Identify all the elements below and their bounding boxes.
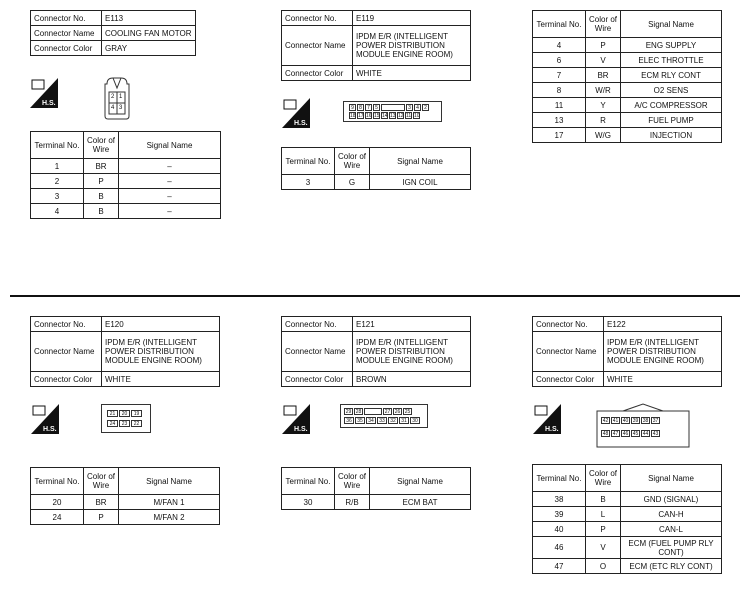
connector-info-e122 — [532, 316, 722, 387]
signal-name: ECM BAT — [370, 495, 471, 510]
wire-color: P — [586, 522, 621, 537]
signal-name: – — [119, 159, 221, 174]
cavity: 2 — [422, 104, 429, 111]
header-terminal-no: Terminal No. — [533, 11, 586, 38]
terminal-no: 47 — [533, 559, 586, 574]
signal-name: FUEL PUMP — [621, 113, 722, 128]
cavity: 39 — [632, 418, 639, 424]
signal-name: CAN-L — [621, 522, 722, 537]
label-connector-name: Connector Name — [282, 332, 353, 372]
hs-icon — [30, 78, 58, 108]
terminal-table-e119-continued — [532, 10, 722, 143]
header-wire-color: Color of Wire — [586, 11, 621, 38]
header-signal-name: Signal Name — [119, 132, 221, 159]
terminal-no: 20 — [31, 495, 84, 510]
connector-name-value: IPDM E/R (INTELLIGENT POWER DISTRIBUTION MODULE ENGINE ROOM) — [604, 332, 722, 372]
table-row — [31, 174, 221, 189]
cavity: 29 — [345, 409, 352, 415]
wire-color: P — [586, 38, 621, 53]
connector-color-value: BROWN — [353, 372, 471, 387]
cavity: 43 — [652, 431, 659, 437]
table-row — [31, 159, 221, 174]
label-connector-no: Connector No. — [31, 317, 102, 332]
connector-name-value: IPDM E/R (INTELLIGENT POWER DISTRIBUTION MODULE ENGINE ROOM) — [353, 332, 471, 372]
table-row — [282, 495, 471, 510]
connector-color-value: WHITE — [353, 66, 471, 81]
terminal-no: 4 — [533, 38, 586, 53]
table-row — [533, 522, 722, 537]
connector-color-value: WHITE — [604, 372, 722, 387]
wire-color: B — [84, 204, 119, 219]
cavity: 42 — [602, 418, 609, 424]
cavity: 8 — [357, 104, 364, 111]
wire-color: O — [586, 559, 621, 574]
wire-color: BR — [84, 495, 119, 510]
cavity: 1 — [119, 94, 123, 100]
cavity: 44 — [642, 431, 649, 437]
cavity: 12 — [398, 113, 404, 119]
signal-name: ELEC THROTTLE — [621, 53, 722, 68]
connector-no-value: E121 — [353, 317, 471, 332]
cavity: 7 — [365, 104, 372, 111]
signal-name: INJECTION — [621, 128, 722, 143]
table-row — [31, 189, 221, 204]
table-row — [533, 507, 722, 522]
cavity: 47 — [612, 431, 619, 437]
terminal-no: 24 — [31, 510, 84, 525]
connector-name-value: COOLING FAN MOTOR — [102, 26, 196, 41]
signal-name: IGN COIL — [370, 175, 471, 190]
cavity: 41 — [612, 418, 619, 424]
header-terminal-no: Terminal No. — [282, 148, 335, 175]
terminal-table-e113 — [30, 131, 221, 219]
cavity: 38 — [642, 418, 649, 424]
wire-color: W/R — [586, 83, 621, 98]
cavity: 30 — [410, 417, 420, 424]
wire-color: B — [84, 189, 119, 204]
cavity: 33 — [377, 417, 387, 424]
cavity: 35 — [355, 417, 365, 424]
cavity: 3 — [119, 105, 123, 111]
table-row — [533, 559, 722, 574]
label-connector-color: Connector Color — [282, 66, 353, 81]
signal-name: ECM (ETC RLY CONT) — [621, 559, 722, 574]
table-row — [533, 128, 722, 143]
cavity: 31 — [399, 417, 409, 424]
cavity: 25 — [404, 409, 411, 415]
signal-name: – — [119, 174, 221, 189]
label-connector-color: Connector Color — [31, 41, 102, 56]
cavity: 9 — [349, 104, 356, 111]
cavity: 48 — [602, 431, 609, 437]
signal-name: GND (SIGNAL) — [621, 492, 722, 507]
cavity: 23 — [119, 420, 130, 427]
header-wire-color: Color of Wire — [335, 148, 370, 175]
signal-name: M/FAN 1 — [119, 495, 220, 510]
cavity: 27 — [384, 409, 391, 415]
wire-color: L — [586, 507, 621, 522]
label-connector-no: Connector No. — [533, 317, 604, 332]
terminal-no: 4 — [31, 204, 84, 219]
label-connector-color: Connector Color — [533, 372, 604, 387]
wire-color: V — [586, 53, 621, 68]
header-wire-color: Color of Wire — [84, 468, 119, 495]
connector-face-e121 — [340, 404, 428, 428]
header-wire-color: Color of Wire — [335, 468, 370, 495]
terminal-no: 40 — [533, 522, 586, 537]
header-terminal-no: Terminal No. — [31, 468, 84, 495]
cavity: 14 — [382, 113, 388, 119]
table-row — [31, 510, 220, 525]
connector-face-e122 — [593, 403, 693, 449]
connector-no-value: E119 — [353, 11, 471, 26]
hs-label: H.S. — [294, 120, 308, 127]
signal-name: A/C COMPRESSOR — [621, 98, 722, 113]
label-connector-name: Connector Name — [31, 26, 102, 41]
hs-label: H.S. — [42, 100, 56, 107]
cavity: 36 — [344, 417, 354, 424]
signal-name: O2 SENS — [621, 83, 722, 98]
cavity — [381, 104, 405, 111]
cavity: 32 — [388, 417, 398, 424]
hs-icon — [31, 404, 59, 434]
table-row — [31, 495, 220, 510]
cavity: 18 — [350, 113, 356, 119]
header-wire-color: Color of Wire — [586, 465, 621, 492]
hs-icon — [282, 98, 310, 128]
cavity: 15 — [374, 113, 380, 119]
connector-no-value: E113 — [102, 11, 196, 26]
terminal-table-e122 — [532, 464, 722, 574]
cavity: 2 — [111, 94, 115, 100]
label-connector-name: Connector Name — [533, 332, 604, 372]
cavity: 21 — [107, 410, 118, 417]
cavity: 19 — [131, 410, 142, 417]
cavity: 20 — [119, 410, 130, 417]
header-wire-color: Color of Wire — [84, 132, 119, 159]
connector-info-e120 — [30, 316, 220, 387]
hs-icon — [282, 404, 310, 434]
cavity: 37 — [652, 418, 659, 424]
hs-label: H.S. — [545, 426, 559, 433]
cavity: 4 — [111, 105, 115, 111]
header-terminal-no: Terminal No. — [31, 132, 84, 159]
label-connector-name: Connector Name — [31, 332, 102, 372]
terminal-no: 7 — [533, 68, 586, 83]
header-signal-name: Signal Name — [370, 148, 471, 175]
cavity: 17 — [358, 113, 364, 119]
signal-name: – — [119, 204, 221, 219]
cavity: 3 — [406, 104, 413, 111]
terminal-no: 1 — [31, 159, 84, 174]
cavity: 45 — [632, 431, 639, 437]
label-connector-color: Connector Color — [31, 372, 102, 387]
terminal-no: 3 — [31, 189, 84, 204]
terminal-no: 3 — [282, 175, 335, 190]
cavity: 28 — [355, 409, 362, 415]
connector-info-e119 — [281, 10, 471, 81]
wire-color: BR — [84, 159, 119, 174]
header-terminal-no: Terminal No. — [282, 468, 335, 495]
cavity: 24 — [107, 420, 118, 427]
cavity: 22 — [131, 420, 142, 427]
connector-name-value: IPDM E/R (INTELLIGENT POWER DISTRIBUTION MODULE ENGINE ROOM) — [353, 26, 471, 66]
terminal-no: 11 — [533, 98, 586, 113]
wire-color: B — [586, 492, 621, 507]
table-row — [282, 175, 471, 190]
terminal-no: 13 — [533, 113, 586, 128]
label-connector-color: Connector Color — [282, 372, 353, 387]
table-row — [533, 113, 722, 128]
wire-color: P — [84, 510, 119, 525]
table-row — [533, 53, 722, 68]
wire-color: Y — [586, 98, 621, 113]
terminal-no: 46 — [533, 537, 586, 559]
label-connector-no: Connector No. — [282, 11, 353, 26]
cavity: 34 — [366, 417, 376, 424]
wire-color: R — [586, 113, 621, 128]
terminal-no: 8 — [533, 83, 586, 98]
table-row — [533, 38, 722, 53]
connector-color-value: WHITE — [102, 372, 220, 387]
terminal-table-e120 — [30, 467, 220, 525]
table-row — [533, 98, 722, 113]
connector-no-value: E120 — [102, 317, 220, 332]
terminal-no: 17 — [533, 128, 586, 143]
connector-name-value: IPDM E/R (INTELLIGENT POWER DISTRIBUTION MODULE ENGINE ROOM) — [102, 332, 220, 372]
signal-name: M/FAN 2 — [119, 510, 220, 525]
connector-color-value: GRAY — [102, 41, 196, 56]
connector-face-e113 — [102, 76, 132, 125]
header-terminal-no: Terminal No. — [533, 465, 586, 492]
label-connector-no: Connector No. — [31, 11, 102, 26]
table-row — [533, 68, 722, 83]
terminal-no: 6 — [533, 53, 586, 68]
signal-name: ENG SUPPLY — [621, 38, 722, 53]
connector-face-e119 — [343, 101, 442, 122]
terminal-table-e121 — [281, 467, 471, 510]
hs-label: H.S. — [43, 426, 57, 433]
wire-color: P — [84, 174, 119, 189]
label-connector-no: Connector No. — [282, 317, 353, 332]
label-connector-name: Connector Name — [282, 26, 353, 66]
cavity: 46 — [622, 431, 629, 437]
cavity: 11 — [406, 113, 412, 119]
terminal-no: 2 — [31, 174, 84, 189]
header-signal-name: Signal Name — [621, 465, 722, 492]
header-signal-name: Signal Name — [370, 468, 471, 495]
wire-color: V — [586, 537, 621, 559]
cavity: 26 — [394, 409, 401, 415]
cavity: 5 — [373, 104, 380, 111]
connector-info-e113 — [30, 10, 196, 56]
terminal-table-e119 — [281, 147, 471, 190]
header-signal-name: Signal Name — [119, 468, 220, 495]
cavity: 10 — [414, 113, 420, 119]
table-row — [533, 492, 722, 507]
cavity — [364, 408, 382, 415]
wire-color: G — [335, 175, 370, 190]
header-signal-name: Signal Name — [621, 11, 722, 38]
cavity: 16 — [366, 113, 372, 119]
signal-name: – — [119, 189, 221, 204]
connector-no-value: E122 — [604, 317, 722, 332]
wire-color: R/B — [335, 495, 370, 510]
signal-name: CAN-H — [621, 507, 722, 522]
wire-color: BR — [586, 68, 621, 83]
terminal-no: 39 — [533, 507, 586, 522]
signal-name: ECM RLY CONT — [621, 68, 722, 83]
table-row — [533, 537, 722, 559]
terminal-no: 38 — [533, 492, 586, 507]
table-row — [31, 204, 221, 219]
hs-icon — [533, 404, 561, 434]
table-row — [533, 83, 722, 98]
wire-color: W/G — [586, 128, 621, 143]
cavity: 40 — [622, 418, 629, 424]
hs-label: H.S. — [294, 426, 308, 433]
cavity: 4 — [414, 104, 421, 111]
signal-name: ECM (FUEL PUMP RLY CONT) — [621, 537, 722, 559]
terminal-no: 30 — [282, 495, 335, 510]
section-divider — [10, 295, 740, 297]
cavity: 13 — [390, 113, 396, 119]
connector-info-e121 — [281, 316, 471, 387]
connector-face-e120 — [101, 404, 151, 433]
